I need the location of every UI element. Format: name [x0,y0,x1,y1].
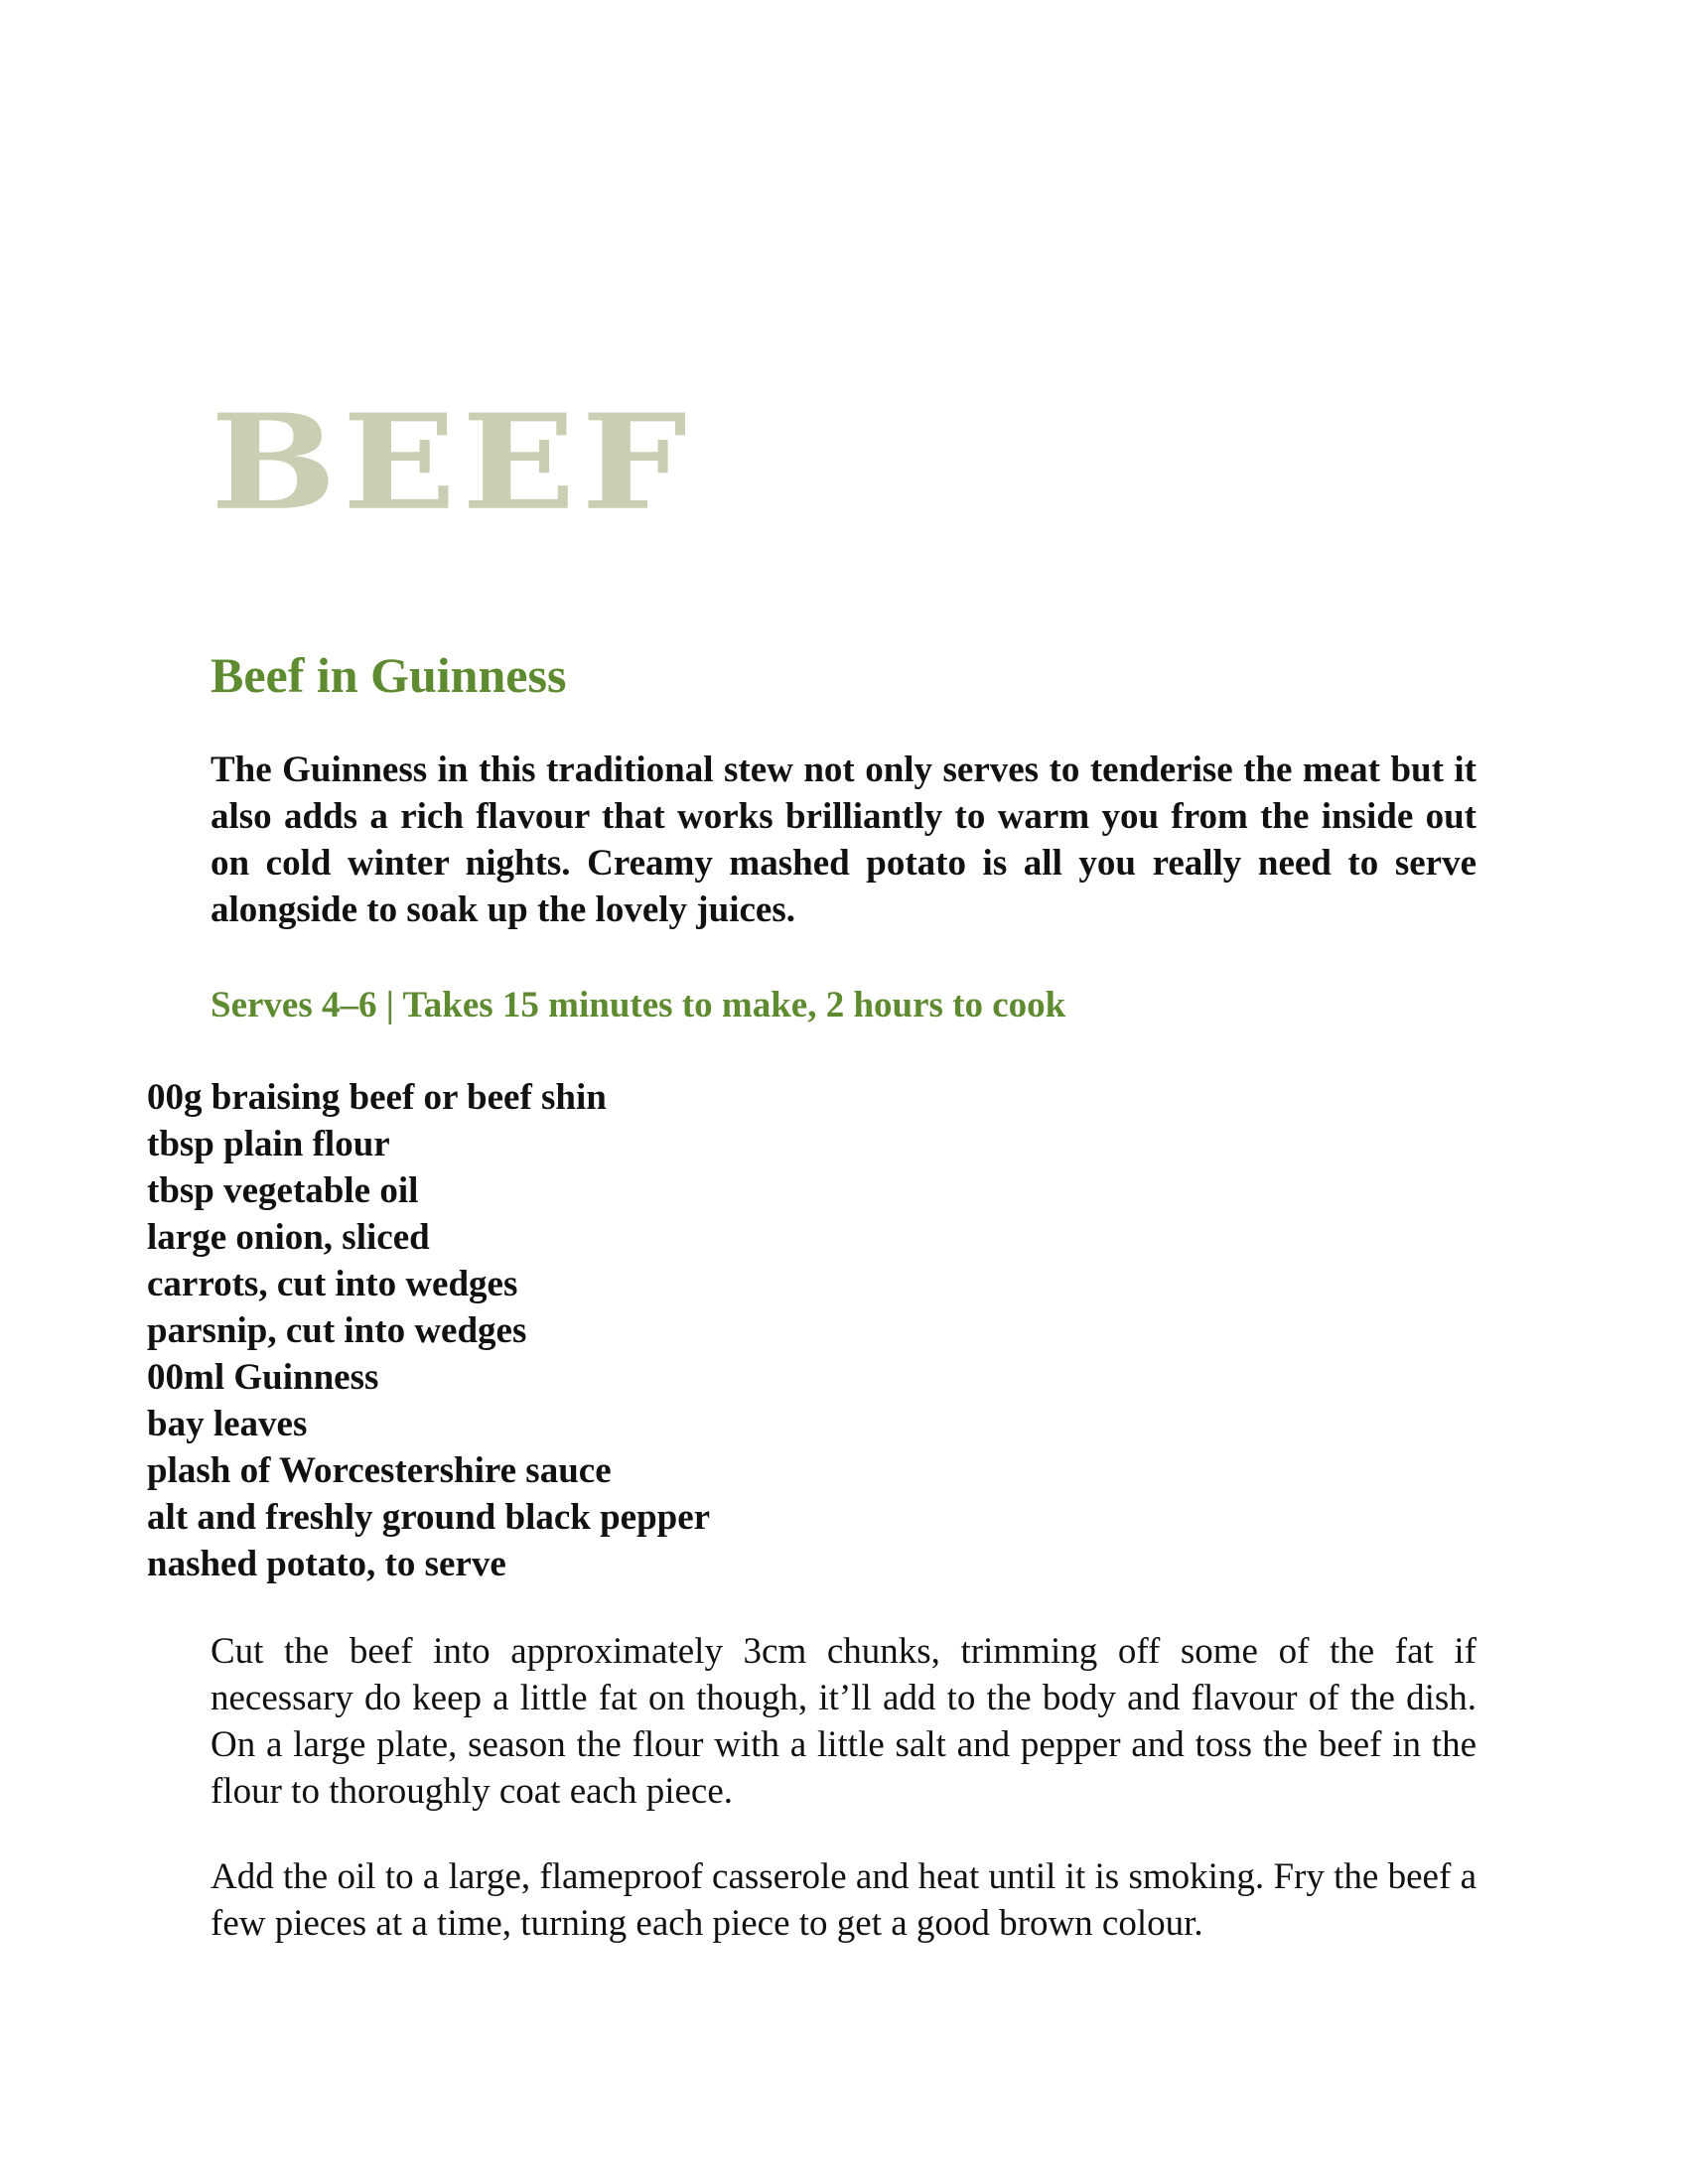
ingredient-item: 00g braising beef or beef shin [147,1077,607,1118]
ingredient-item: carrots, cut into wedges [147,1264,518,1304]
ingredient-item: nashed potato, to serve [147,1544,506,1584]
ingredient-item: plash of Worcestershire sauce [147,1450,612,1491]
ingredient-item: tbsp vegetable oil [147,1170,419,1211]
recipe-title: Beef in Guinness [211,647,567,703]
recipe-meta: Serves 4–6 | Takes 15 minutes to make, 2 hours to cook [211,985,1066,1025]
method-step: Add the oil to a large, flameproof casserole and heat until it is smoking. Fry the beef a few pieces at a time, turning each piece to get a good brown colour. [211,1856,1477,1944]
ingredient-item: alt and freshly ground black pepper [147,1497,711,1538]
ingredient-item: parsnip, cut into wedges [147,1310,527,1351]
method-step: Cut the beef into approximately 3cm chunks, trimming off some of the fat if necessary do keep a little fat on though, it’ll add to the body and flavour of the dish. On a large plate, season the flour with a little salt and pepper and toss the beef in the flour to thoroughly coat each piece. [211,1631,1477,1812]
recipe-intro: The Guinness in this traditional stew not only serves to tenderise the meat but it also adds a rich flavour that works brilliantly to warm you from the inside out on cold winter nights. Creamy mashed potato is all you really need to serve alongside to soak up the lovely juices. [211,750,1477,930]
ingredient-item: bay leaves [147,1404,308,1444]
ingredient-item: 00ml Guinness [147,1357,379,1398]
ingredient-item: large onion, sliced [147,1217,430,1258]
ingredients-list [147,1074,1140,1587]
ingredients-clip [147,1074,1192,1590]
ingredient-item: tbsp plain flour [147,1124,390,1164]
section-title: BEEF [211,385,693,540]
